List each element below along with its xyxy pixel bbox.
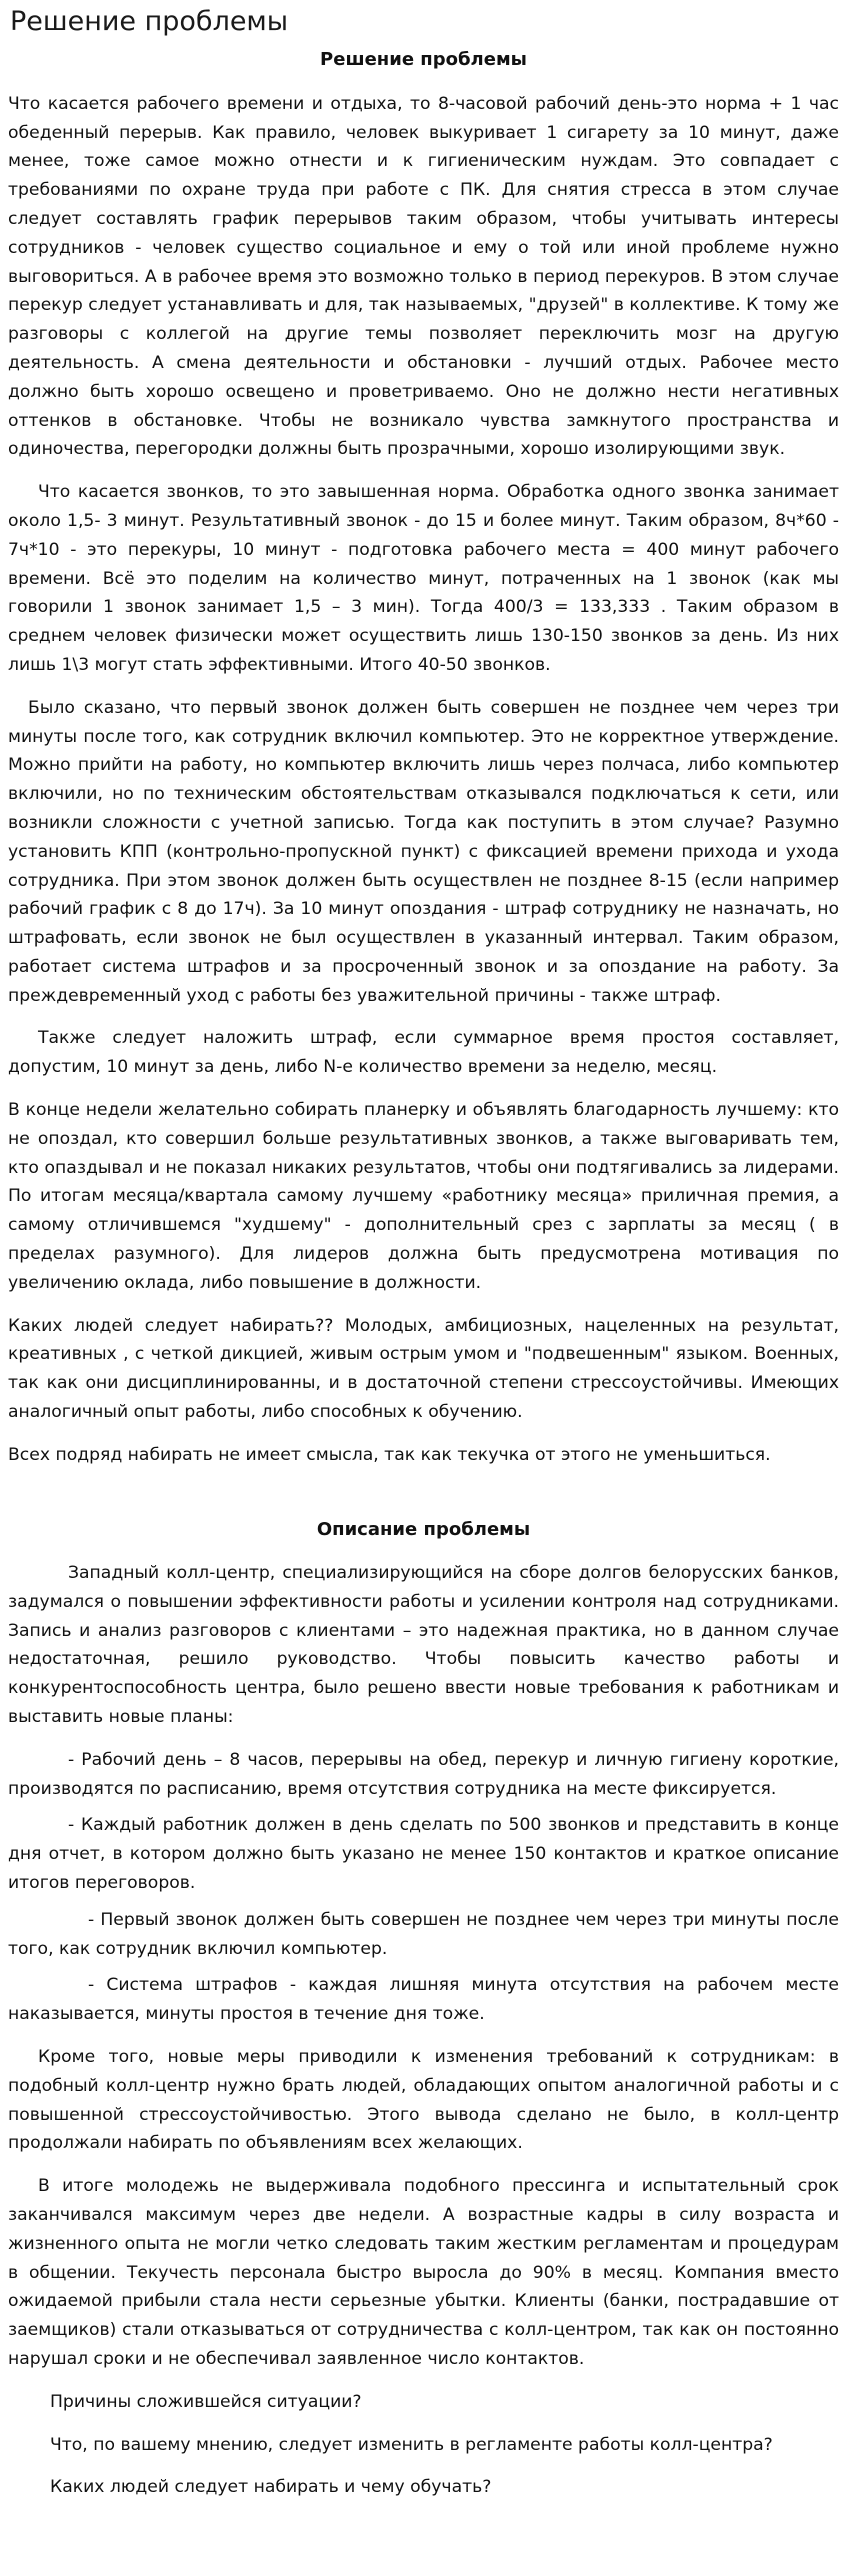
solution-paragraph-calls: Что касается звонков, то это завышенная норма. Обработка одного звонка занимает около 1,5- 3 минут. Результативный звонок - до 15 и более минут. Таким образом, 8ч*60 - 7ч*10 - это перекуры, 10 минут - подготовка рабочего места = 400 минут рабочего времени. Всё это поделим на количество минут, потраченных на 1 звонок (как мы говорили 1 звонок занимает 1,5 – 3 мин). Тогда 400/3 = 133,333 . Таким образом в среднем человек физически может осуществить лишь 130-150 звонков за день. Из них лишь 1\3 могут стать эффективными. Итого 40-50 звонков. <box>8 482 839 675</box>
questions-list <box>6 2388 841 2502</box>
solution-paragraph-first-call: Было сказано, что первый звонок должен быть совершен не позднее чем через три минуты после того, как сотрудник включил компьютер. Это не корректное утверждение. Можно прийти на работу, но компьютер включить лишь через полчаса, либо компьютер включили, но по техническим обстоятельствам отказывался подключаться к сети, или возникли сложности с учетной записью. Тогда как поступить в этом случае? Разумно установить КПП (контрольно-пропускной пункт) с фиксацией времени прихода и ухода сотрудника. При этом звонок должен быть осуществлен не позднее 8-15 (если например рабочий график с 8 до 17ч). За 10 минут опоздания - штраф сотруднику не назначать, но штрафовать, если звонок не был осуществлен в указанный интервал. Таким образом, работает система штрафов и за просроченный звонок и за опоздание на работу. За преждевременный уход с работы без уважительной причины - также штраф. <box>8 697 839 1006</box>
question-item: Каких людей следует набирать и чему обучать? <box>50 2477 492 2498</box>
description-paragraph-result: В итоге молодежь не выдерживала подобного прессинга и испытательный срок заканчивался максимум через две недели. А возрастные кадры в силу возраста и жизненного опыта не могли четко следовать таким жестким регламентам и процедурам в общении. Текучесть персонала быстро выросла до 90% в месяц. Компания вместо ожидаемой прибыли стала нести серьезные убытки. Клиенты (банки, пострадавшие от заемщиков) стали отказываться от сотрудничества с колл-центром, так как он постоянно нарушал сроки и не обеспечивал заявленное число контактов. <box>8 2176 839 2369</box>
description-heading: Описание проблемы <box>316 1518 531 1540</box>
requirement-calls: - Каждый работник должен в день сделать по 500 звонков и представить в конце дня отчет, в котором должно быть указано не менее 150 контактов и краткое описание итогов переговоров. <box>8 1815 839 1893</box>
solution-paragraph-work-time: Что касается рабочего времени и отдыха, то 8-часовой рабочий день-это норма + 1 час обеденный перерыв. Как правило, человек выкуривает 1 сигарету за 10 минут, даже менее, тоже самое можно отнести и к гигиеническим нуждам. Это совпадает с требованиями по охране труда при работе с ПК. Для снятия стресса в этом случае следует составлять график перерывов таким образом, чтобы учитывать интересы сотрудников - человек существо социальное и ему о той или иной проблеме нужно выговориться. А в рабочее время это возможно только в период перекуров. В этом случае перекур следует устанавливать и для, так называемых, "друзей" в коллективе. К тому же разговоры с коллегой на другие темы позволяет переключить мозг на другую деятельность. А смена деятельности и обстановки - лучший отдых. Рабочее место должно быть хорошо освещено и проветриваемо. Оно не должно нести негативных оттенков в обстановке. Чтобы не возникало чувства замкнутого пространства и одиночества, перегородки должны быть прозрачными, хорошо изолирующими звук. <box>8 93 839 460</box>
requirement-work-day: - Рабочий день – 8 часов, перерывы на обед, перекур и личную гигиену короткие, производятся по расписанию, время отсутствия сотрудника на месте фиксируется. <box>8 1749 839 1799</box>
page-title: Решение проблемы <box>10 6 289 37</box>
description-paragraph-intro: Западный колл-центр, специализирующийся на сборе долгов белорусских банков, задумался о повышении эффективности работы и усилении контроля над сотрудниками. Запись и анализ разговоров с клиентами – это надежная практика, но в данном случае недостаточная, решило руководство. Чтобы повысить качество работы и конкурентоспособность центра, было решено ввести новые требования к работникам и выставить новые планы: <box>8 1563 839 1728</box>
requirement-first-call: - Первый звонок должен быть совершен не позднее чем через три минуты после того, как сотрудник включил компьютер. <box>8 1909 839 1959</box>
solution-heading: Решение проблемы <box>320 49 527 71</box>
description-paragraph-consequences: Кроме того, новые меры приводили к изменения требований к сотрудникам: в подобный колл-центр нужно брать людей, обладающих опытом аналогичной работы и с повышенной стрессоустойчивостью. Этого вывода сделано не было, в колл-центр продолжали набирать по объявлениям всех желающих. <box>8 2046 839 2154</box>
solution-paragraph-meeting: В конце недели желательно собирать планерку и объявлять благодарность лучшему: кто не опоздал, кто совершил больше результативных звонков, а также выговаривать тем, кто опаздывал и не показал никаких результатов, чтобы они подтягивались за лидерами. По итогам месяца/квартала самому лучшему «работнику месяца» приличная премия, а самому отличившемся "худшему" - дополнительный срез с зарплаты за месяц ( в пределах разумного). Для лидеров должна быть предусмотрена мотивация по увеличению оклада, либо повышение в должности. <box>8 1100 839 1293</box>
solution-paragraph-fine: Также следует наложить штраф, если суммарное время простоя составляет, допустим, 10 минут за день, либо N-е количество времени за неделю, месяц. <box>8 1028 839 1078</box>
question-item: Что, по вашему мнению, следует изменить в регламенте работы колл-центра? <box>50 2434 773 2455</box>
question-item: Причины сложившейся ситуации? <box>50 2391 362 2412</box>
solution-section <box>6 48 841 1469</box>
section-spacer <box>6 1484 841 1512</box>
description-section <box>6 1518 841 2503</box>
solution-paragraph-hiring: Каких людей следует набирать?? Молодых, амбициозных, нацеленных на результат, креативных , с четкой дикцией, живым острым умом и "подвешенным" языком. Военных, так как они дисциплинированны, и в достаточной степени стрессоустойчивы. Имеющих аналогичный опыт работы, либо способных к обучению. <box>8 1315 839 1423</box>
solution-paragraph-turnover: Всех подряд набирать не имеет смысла, так как текучка от этого не уменьшиться. <box>8 1444 771 1465</box>
requirement-fines: - Система штрафов - каждая лишняя минута отсутствия на рабочем месте наказывается, минуты простоя в течение дня тоже. <box>8 1975 839 2025</box>
